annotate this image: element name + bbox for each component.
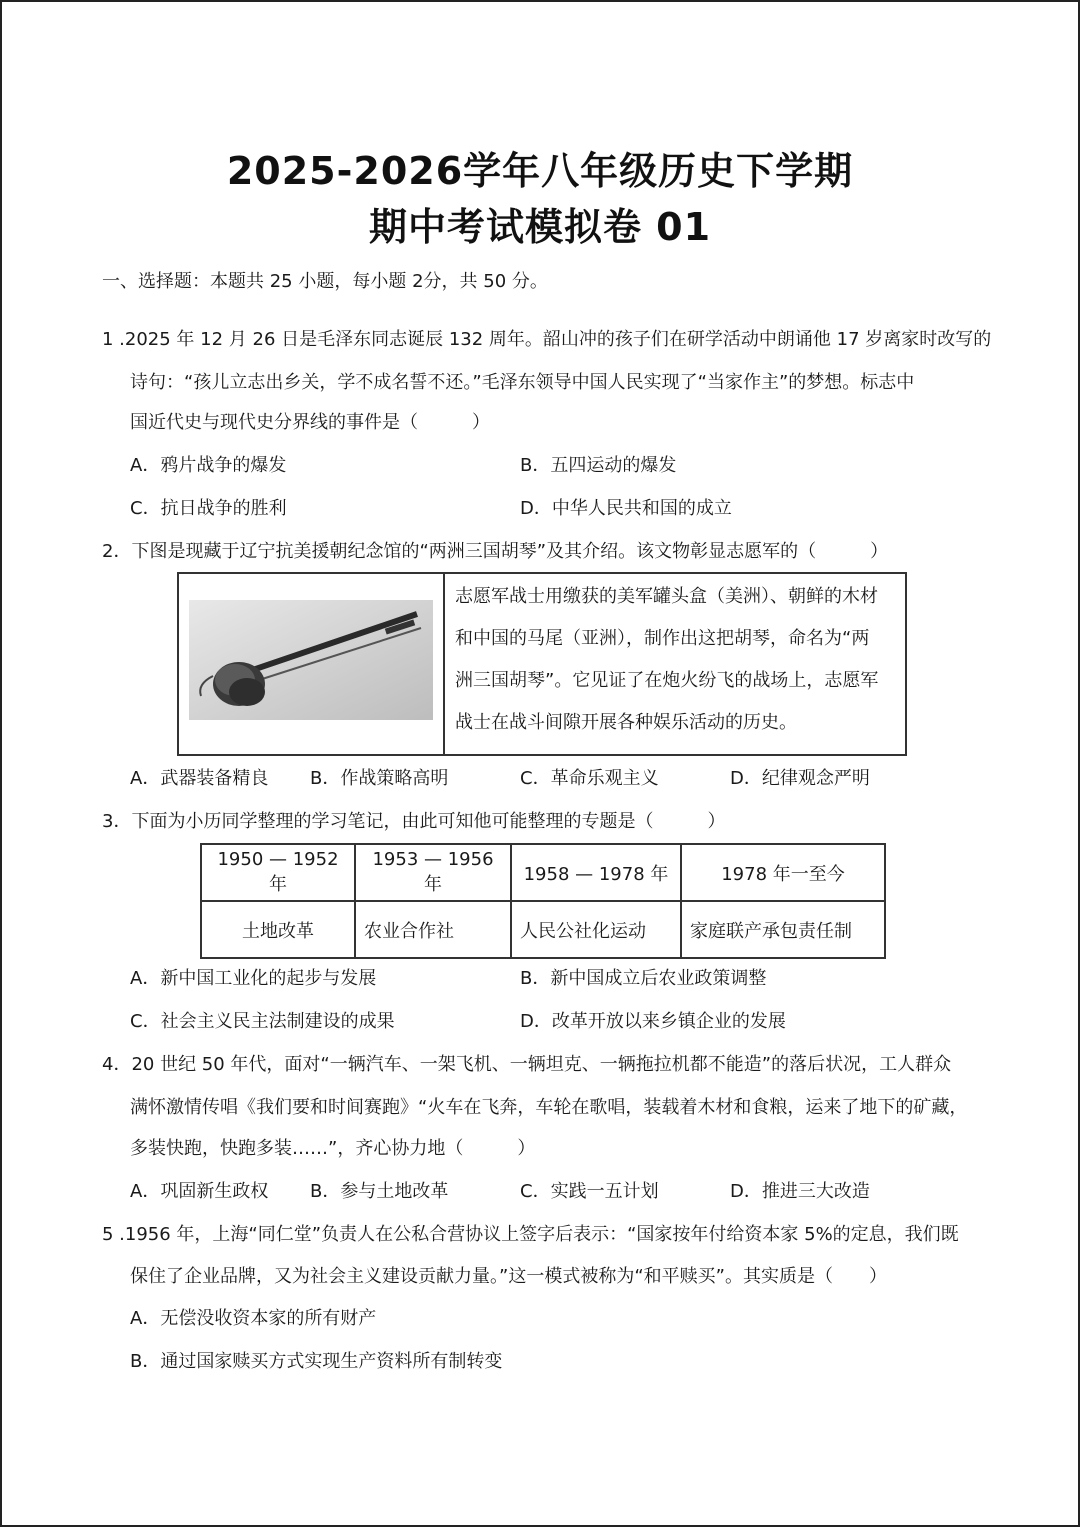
q4-stem-line1: 4．20 世纪 50 年代，面对“一辆汽车、一架飞机、一辆坦克、一辆拖拉机都不能造”的落后状况，工人群众 <box>102 1054 952 1075</box>
q2-option-a: A．武器装备精良 <box>130 768 269 789</box>
q3-option-d: D．改革开放以来乡镇企业的发展 <box>520 1011 786 1032</box>
q4-option-c: C．实践一五计划 <box>520 1181 659 1202</box>
q2-desc-line2: 和中国的马尾（亚洲），制作出这把胡琴，命名为“两 <box>455 628 870 649</box>
table-cell: 土地改革 <box>201 901 355 958</box>
q5-stem-line1: 5 .1956 年，上海“同仁堂”负责人在公私合营协议上签字后表示：“国家按年付给资本家 5%的定息，我们既 <box>102 1224 959 1245</box>
q5-option-a: A．无偿没收资本家的所有财产 <box>130 1308 377 1329</box>
exam-title-line2: 期中考试模拟卷 01 <box>368 205 712 249</box>
q4-option-b: B．参与土地改革 <box>310 1181 449 1202</box>
q1-option-a: A．鸦片战争的爆发 <box>130 455 287 476</box>
q2-artifact-box <box>177 572 907 756</box>
section-heading: 一、选择题：本题共 25 小题，每小题 2分，共 50 分。 <box>102 271 548 292</box>
q2-option-d: D．纪律观念严明 <box>730 768 870 789</box>
table-header-cell: 1978 年一至今 <box>681 844 885 901</box>
table-row <box>201 844 885 901</box>
q4-stem-line3: 多装快跑，快跑多装……”，齐心协力地（ ） <box>130 1138 536 1159</box>
q2-desc-line3: 洲三国胡琴”。它见证了在炮火纷飞的战场上，志愿军 <box>455 670 879 691</box>
q1-option-d: D．中华人民共和国的成立 <box>520 498 732 519</box>
q3-stem: 3．下面为小历同学整理的学习笔记，由此可知他可能整理的专题是（ ） <box>102 811 726 832</box>
table-cell: 农业合作社 <box>355 901 511 958</box>
q3-option-b: B．新中国成立后农业政策调整 <box>520 968 767 989</box>
q2-stem: 2．下图是现藏于辽宁抗美援朝纪念馆的“两洲三国胡琴”及其介绍。该文物彰显志愿军的（ ） <box>102 541 889 562</box>
q5-option-b: B．通过国家赎买方式实现生产资料所有制转变 <box>130 1351 503 1372</box>
q3-option-a: A．新中国工业化的起步与发展 <box>130 968 377 989</box>
q4-option-a: A．巩固新生政权 <box>130 1181 269 1202</box>
q1-stem-line2: 诗句：“孩儿立志出乡关，学不成名誓不还。”毛泽东领导中国人民实现了“当家作主”的梦想。标志中 <box>130 372 915 393</box>
huqin-photo <box>189 600 433 720</box>
q1-stem-line3: 国近代史与现代史分界线的事件是（ ） <box>130 412 490 433</box>
q2-option-b: B．作战策略高明 <box>310 768 449 789</box>
q3-notes-table <box>200 843 886 959</box>
q4-option-d: D．推进三大改造 <box>730 1181 870 1202</box>
table-header-cell: 1953 — 1956 年 <box>355 844 511 901</box>
table-header-cell: 1958 — 1978 年 <box>511 844 681 901</box>
q1-option-b: B．五四运动的爆发 <box>520 455 677 476</box>
q2-desc-line1: 志愿军战士用缴获的美军罐头盒（美洲）、朝鲜的木材 <box>455 586 878 607</box>
box-divider <box>443 574 445 754</box>
q4-stem-line2: 满怀激情传唱《我们要和时间赛跑》“火车在飞奔，车轮在歌唱，装载着木材和食粮，运来了地下的矿藏， <box>130 1097 968 1118</box>
q3-option-c: C．社会主义民主法制建设的成果 <box>130 1011 395 1032</box>
q1-stem-line1: 1 .2025 年 12 月 26 日是毛泽东同志诞辰 132 周年。韶山冲的孩子们在研学活动中朗诵他 17 岁离家时改写的 <box>102 329 992 350</box>
q5-stem-line2: 保住了企业品牌，又为社会主义建设贡献力量。”这一模式被称为“和平赎买”。其实质是（ ） <box>130 1266 887 1287</box>
table-cell: 人民公社化运动 <box>511 901 681 958</box>
q2-desc-line4: 战士在战斗间隙开展各种娱乐活动的历史。 <box>455 712 797 733</box>
exam-title-line1: 2025-2026学年八年级历史下学期 <box>226 149 854 193</box>
table-header-cell: 1950 — 1952 年 <box>201 844 355 901</box>
table-cell: 家庭联产承包责任制 <box>681 901 885 958</box>
table-row <box>201 901 885 958</box>
q1-option-c: C．抗日战争的胜利 <box>130 498 287 519</box>
q2-option-c: C．革命乐观主义 <box>520 768 659 789</box>
